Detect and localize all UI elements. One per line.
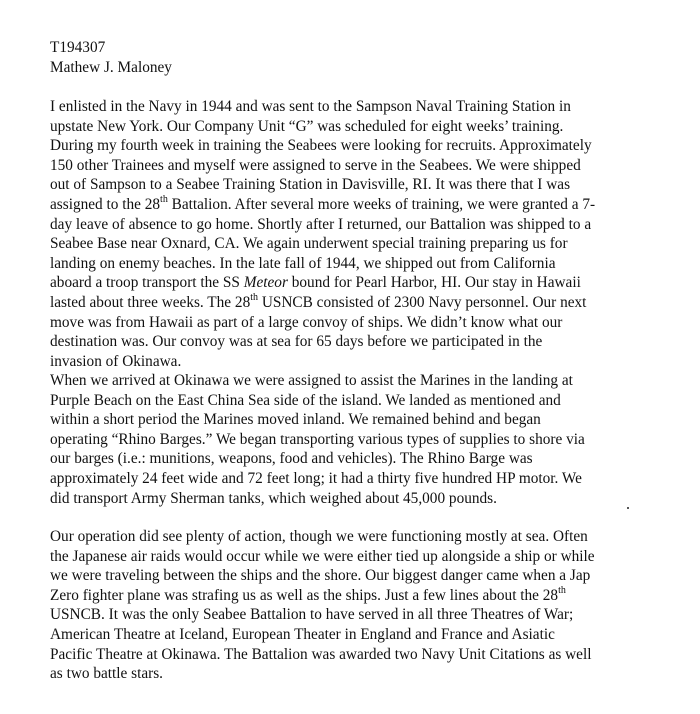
text-line: move was from Hawaii as part of a large convoy of ships. We didn’t know what our bbox=[50, 313, 563, 331]
text-line: During my fourth week in training the Seabees were looking for recruits. Approximately bbox=[50, 137, 592, 155]
document-header bbox=[50, 38, 670, 77]
text-line: Pacific Theatre at Okinawa. The Battalion was awarded two Navy Unit Citations as well bbox=[50, 645, 592, 663]
text-line: approximately 24 feet wide and 72 feet long; it had a thirty five hundred HP motor. We bbox=[50, 469, 582, 487]
text-segment: lasted about three weeks. The 28 bbox=[50, 293, 251, 311]
text-segment: USNCB consisted of 2300 Navy personnel. Our next bbox=[258, 293, 587, 311]
text-line: out of Sampson to a Seabee Training Station in Davisville, RI. It was there that I was bbox=[50, 176, 571, 194]
stray-mark bbox=[627, 507, 629, 509]
text-line: I enlisted in the Navy in 1944 and was sent to the Sampson Naval Training Station in bbox=[50, 98, 571, 115]
ordinal-superscript: th bbox=[250, 291, 258, 303]
text-line: as two battle stars. bbox=[50, 665, 164, 683]
text-line: upstate New York. Our Company Unit “G” was scheduled for eight weeks’ training. bbox=[50, 117, 564, 135]
text-line bbox=[50, 293, 670, 313]
text-line: did transport Army Sherman tanks, which weighed about 45,000 pounds. bbox=[50, 489, 497, 507]
ordinal-superscript: th bbox=[160, 193, 168, 205]
text-line bbox=[50, 586, 670, 606]
text-line: Purple Beach on the East China Sea side of the island. We landed as mentioned and bbox=[50, 391, 561, 409]
text-line: invasion of Okinawa. bbox=[50, 352, 182, 370]
text-line: operating “Rhino Barges.” We began transporting various types of supplies to shore via bbox=[50, 430, 585, 448]
text-line bbox=[50, 273, 670, 293]
text-line bbox=[50, 195, 670, 215]
text-line: landing on enemy beaches. In the late fall of 1944, we shipped out from California bbox=[50, 254, 556, 272]
ordinal-superscript: th bbox=[558, 584, 566, 596]
text-line: When we arrived at Okinawa we were assigned to assist the Marines in the landing at bbox=[50, 372, 573, 389]
text-line: our barges (i.e.: munitions, weapons, food and vehicles). The Rhino Barge was bbox=[50, 450, 533, 468]
text-line: 150 other Trainees and myself were assigned to serve in the Seabees. We were shipped bbox=[50, 156, 581, 174]
text-segment: bound for Pearl Harbor, HI. Our stay in Hawaii bbox=[287, 274, 581, 292]
text-segment: Zero fighter plane was strafing us as well as the ships. Just a few lines about the 28 bbox=[50, 586, 559, 604]
text-segment: assigned to the 28 bbox=[50, 195, 161, 213]
text-line: we were traveling between the ships and the shore. Our biggest danger came when a Jap bbox=[50, 567, 591, 585]
paragraph-1 bbox=[50, 97, 670, 371]
text-line: day leave of absence to go home. Shortly after I returned, our Battalion was shipped to a bbox=[50, 215, 592, 233]
paragraph-2 bbox=[50, 371, 670, 508]
text-line: the Japanese air raids would occur while we were either tied up alongside a ship or while bbox=[50, 547, 595, 565]
author-name: Mathew J. Maloney bbox=[50, 58, 172, 76]
ship-name: Meteor bbox=[243, 274, 288, 292]
text-line: Our operation did see plenty of action, though we were functioning mostly at sea. Often bbox=[50, 528, 588, 545]
text-segment: Battalion. After several more weeks of training, we were granted a 7- bbox=[167, 195, 596, 213]
text-line: within a short period the Marines moved inland. We remained behind and began bbox=[50, 411, 541, 429]
paragraph-3 bbox=[50, 527, 670, 684]
text-line: American Theatre at Iceland, European Theater in England and France and Asiatic bbox=[50, 625, 555, 643]
text-segment: aboard a troop transport the SS bbox=[50, 274, 244, 292]
text-line: Seabee Base near Oxnard, CA. We again underwent special training preparing us for bbox=[50, 235, 568, 253]
document-id: T194307 bbox=[50, 39, 106, 56]
text-line: USNCB. It was the only Seabee Battalion to have served in all three Theatres of War; bbox=[50, 606, 574, 624]
text-line: destination was. Our convoy was at sea for 65 days before we participated in the bbox=[50, 333, 543, 351]
